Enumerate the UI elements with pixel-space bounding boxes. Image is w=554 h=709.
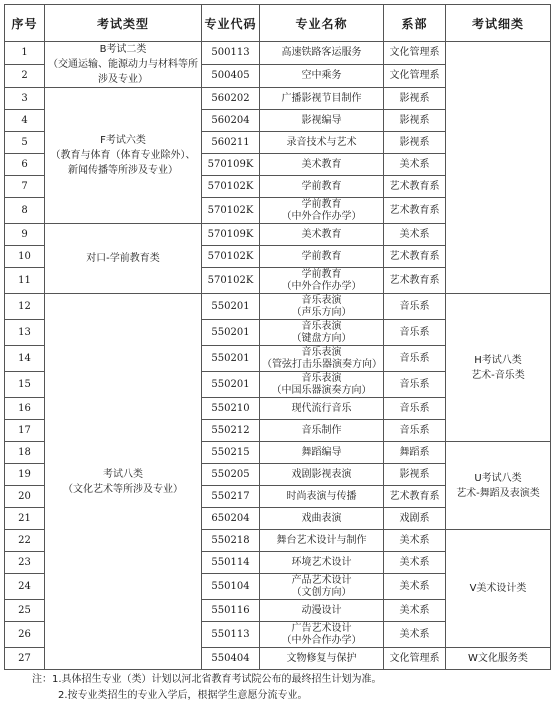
major-name: 音乐表演 （管弦打击乐器演奏方向）: [260, 346, 384, 372]
row-seq: 20: [5, 486, 45, 508]
row-seq: 21: [5, 508, 45, 530]
major-name: 美术教育: [260, 224, 384, 246]
row-seq: 8: [5, 198, 45, 224]
major-code: 550201: [202, 372, 260, 398]
header-department: 系部: [384, 5, 446, 42]
notes: [32, 672, 552, 704]
department: 影视系: [384, 464, 446, 486]
department: 文化管理系: [384, 65, 446, 88]
major-code: 550116: [202, 600, 260, 622]
row-seq: 27: [5, 648, 45, 670]
major-name: 广告艺术设计 （中外合作办学）: [260, 622, 384, 648]
major-code: 560202: [202, 88, 260, 110]
row-seq: 5: [5, 132, 45, 154]
major-name: 戏曲表演: [260, 508, 384, 530]
major-code: 550113: [202, 622, 260, 648]
major-code: 500113: [202, 42, 260, 65]
header-exam-type: 考试类型: [45, 5, 202, 42]
row-seq: 14: [5, 346, 45, 372]
department: 艺术教育系: [384, 486, 446, 508]
major-code: 550104: [202, 574, 260, 600]
row-seq: 23: [5, 552, 45, 574]
header-major-code: 专业代码: [202, 5, 260, 42]
major-name: 时尚表演与传播: [260, 486, 384, 508]
major-code: 560211: [202, 132, 260, 154]
major-name: 音乐表演 （声乐方向）: [260, 294, 384, 320]
major-name: 现代流行音乐: [260, 398, 384, 420]
row-seq: 4: [5, 110, 45, 132]
exam-detail-cell: W文化服务类: [446, 648, 551, 670]
department: 文化管理系: [384, 648, 446, 670]
department: 音乐系: [384, 398, 446, 420]
exam-type-cell: F考试六类 （教育与体育（体育专业除外）、新闻传播等所涉及专业）: [45, 88, 202, 224]
exam-detail-cell: [446, 42, 551, 294]
major-name: 影视编导: [260, 110, 384, 132]
major-name: 文物修复与保护: [260, 648, 384, 670]
row-seq: 3: [5, 88, 45, 110]
major-code: 550201: [202, 320, 260, 346]
department: 影视系: [384, 110, 446, 132]
department: 艺术教育系: [384, 268, 446, 294]
major-code: 570102K: [202, 198, 260, 224]
major-name: 学前教育 （中外合作办学）: [260, 268, 384, 294]
major-code: 500405: [202, 65, 260, 88]
major-name: 录音技术与艺术: [260, 132, 384, 154]
table-header-row: [5, 5, 551, 42]
major-code: 570102K: [202, 268, 260, 294]
major-code: 550404: [202, 648, 260, 670]
exam-detail-cell: V美术设计类: [446, 530, 551, 648]
department: 音乐系: [384, 320, 446, 346]
major-code: 570102K: [202, 246, 260, 268]
header-exam-detail: 考试细类: [446, 5, 551, 42]
row-seq: 12: [5, 294, 45, 320]
department: 美术系: [384, 224, 446, 246]
row-seq: 18: [5, 442, 45, 464]
major-name: 产品艺术设计 （文创方向）: [260, 574, 384, 600]
table-row: [5, 42, 551, 65]
major-code: 550212: [202, 420, 260, 442]
table-body: [5, 42, 551, 670]
department: 音乐系: [384, 420, 446, 442]
major-code: 570109K: [202, 154, 260, 176]
exam-type-cell: 考试八类 （文化艺术等所涉及专业）: [45, 294, 202, 670]
note-1: 注：1.具体招生专业（类）计划以河北省教育考试院公布的最终招生计划为准。: [32, 674, 382, 685]
major-name: 环境艺术设计: [260, 552, 384, 574]
major-name: 学前教育: [260, 246, 384, 268]
header-seq: 序号: [5, 5, 45, 42]
major-name: 动漫设计: [260, 600, 384, 622]
major-name: 美术教育: [260, 154, 384, 176]
row-seq: 11: [5, 268, 45, 294]
major-name: 舞蹈编导: [260, 442, 384, 464]
major-name: 音乐表演 （中国乐器演奏方向）: [260, 372, 384, 398]
header-major-name: 专业名称: [260, 5, 384, 42]
row-seq: 1: [5, 42, 45, 65]
row-seq: 24: [5, 574, 45, 600]
admission-table-container: [4, 4, 550, 670]
major-code: 550217: [202, 486, 260, 508]
department: 音乐系: [384, 346, 446, 372]
department: 美术系: [384, 622, 446, 648]
row-seq: 17: [5, 420, 45, 442]
row-seq: 25: [5, 600, 45, 622]
major-name: 舞台艺术设计与制作: [260, 530, 384, 552]
department: 美术系: [384, 154, 446, 176]
department: 美术系: [384, 552, 446, 574]
row-seq: 22: [5, 530, 45, 552]
major-name: 广播影视节目制作: [260, 88, 384, 110]
row-seq: 10: [5, 246, 45, 268]
department: 艺术教育系: [384, 198, 446, 224]
department: 美术系: [384, 530, 446, 552]
department: 美术系: [384, 574, 446, 600]
row-seq: 9: [5, 224, 45, 246]
major-name: 音乐制作: [260, 420, 384, 442]
department: 舞蹈系: [384, 442, 446, 464]
row-seq: 6: [5, 154, 45, 176]
major-code: 570109K: [202, 224, 260, 246]
major-name: 音乐表演 （键盘方向）: [260, 320, 384, 346]
admission-table: [4, 4, 551, 670]
major-name: 戏剧影视表演: [260, 464, 384, 486]
row-seq: 19: [5, 464, 45, 486]
major-code: 550218: [202, 530, 260, 552]
major-code: 570102K: [202, 176, 260, 198]
row-seq: 16: [5, 398, 45, 420]
major-code: 560204: [202, 110, 260, 132]
major-name: 学前教育 （中外合作办学）: [260, 198, 384, 224]
major-code: 550201: [202, 346, 260, 372]
department: 艺术教育系: [384, 246, 446, 268]
major-code: 650204: [202, 508, 260, 530]
row-seq: 26: [5, 622, 45, 648]
row-seq: 13: [5, 320, 45, 346]
exam-detail-cell: U考试八类 艺术-舞蹈及表演类: [446, 442, 551, 530]
major-code: 550201: [202, 294, 260, 320]
department: 戏剧系: [384, 508, 446, 530]
major-code: 550114: [202, 552, 260, 574]
department: 影视系: [384, 88, 446, 110]
exam-detail-cell: H考试八类 艺术-音乐类: [446, 294, 551, 442]
department: 影视系: [384, 132, 446, 154]
department: 艺术教育系: [384, 176, 446, 198]
major-name: 高速铁路客运服务: [260, 42, 384, 65]
exam-type-cell: 对口-学前教育类: [45, 224, 202, 294]
department: 音乐系: [384, 294, 446, 320]
department: 音乐系: [384, 372, 446, 398]
major-code: 550205: [202, 464, 260, 486]
row-seq: 15: [5, 372, 45, 398]
table-row: [5, 294, 551, 320]
row-seq: 7: [5, 176, 45, 198]
major-code: 550210: [202, 398, 260, 420]
note-2: 2.按专业类招生的专业入学后，根据学生意愿分流专业。: [58, 690, 308, 701]
row-seq: 2: [5, 65, 45, 88]
department: 美术系: [384, 600, 446, 622]
major-name: 学前教育: [260, 176, 384, 198]
major-name: 空中乘务: [260, 65, 384, 88]
department: 文化管理系: [384, 42, 446, 65]
major-code: 550215: [202, 442, 260, 464]
exam-type-cell: B考试二类 （交通运输、能源动力与材料等所涉及专业）: [45, 42, 202, 88]
